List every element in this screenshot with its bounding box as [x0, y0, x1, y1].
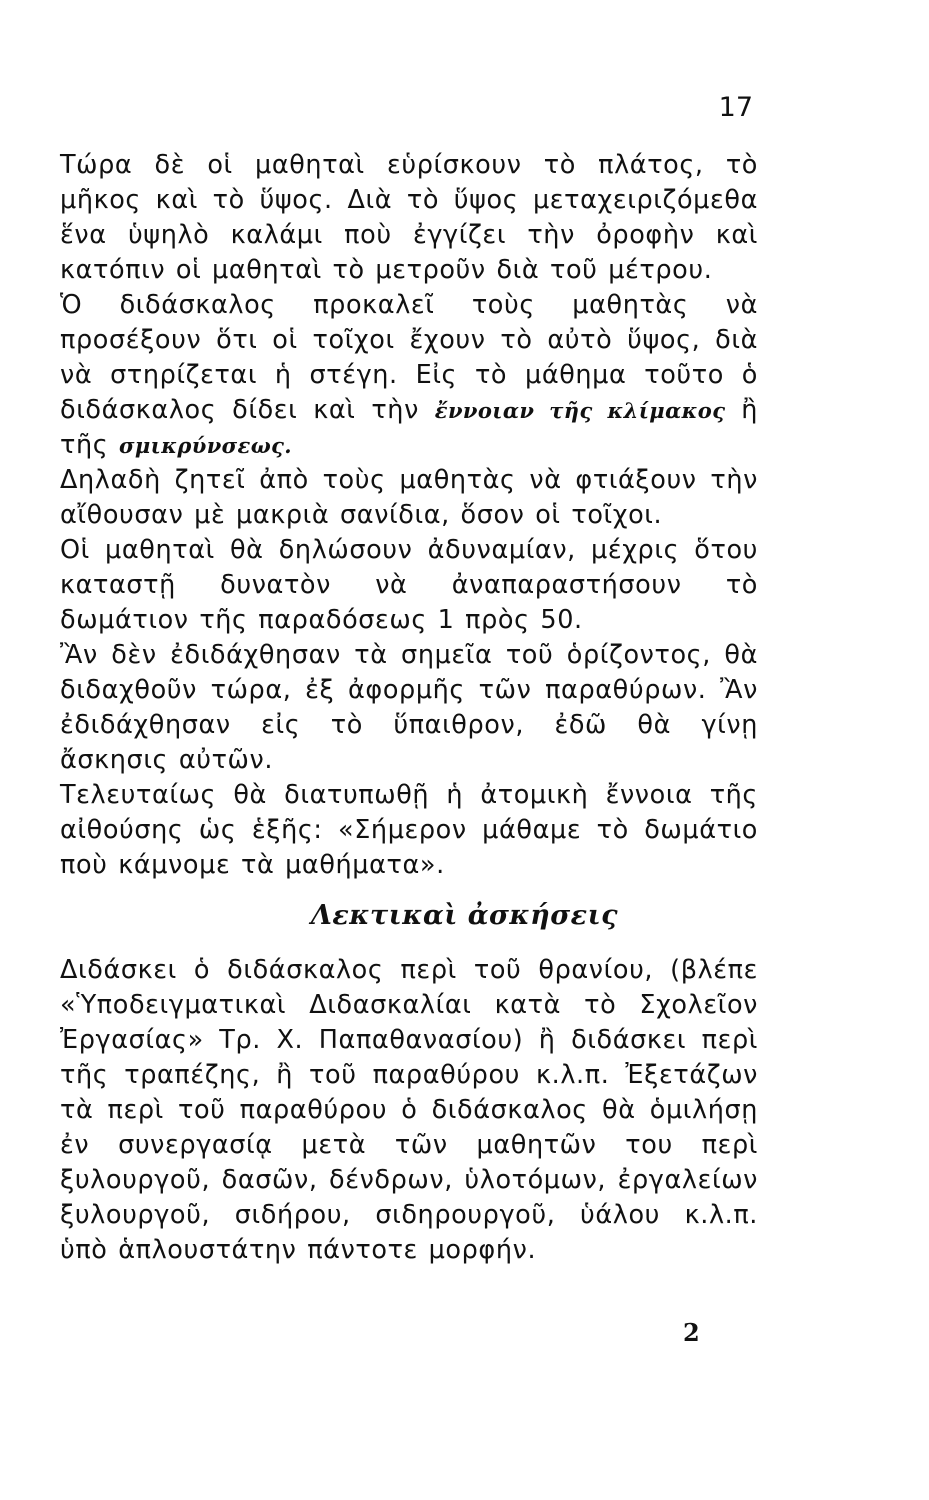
emphasis-text: σμικρύνσεως.: [119, 433, 293, 458]
signature-mark: 2: [683, 1318, 700, 1347]
paragraph-text: ἢ τῆς: [60, 395, 758, 460]
text-block-upper: [60, 148, 758, 883]
paragraph: [60, 288, 758, 463]
paragraph: Τώρα δὲ οἱ μαθηταὶ εὑρίσκουν τὸ πλάτος, τὸ μῆκος καὶ τὸ ὕψος. Διὰ τὸ ὕψος μεταχειριζόμεθα ἕνα ὑψηλὸ καλάμι ποὺ ἐγγίζει τὴν ὀροφὴν καὶ κατόπιν οἱ μαθηταὶ τὸ μετροῦν διὰ τοῦ μέτρου.: [60, 150, 758, 285]
paragraph: Δηλαδὴ ζητεῖ ἀπὸ τοὺς μαθητὰς νὰ φτιάξουν τὴν αἴθουσαν μὲ μακριὰ σανίδια, ὅσον οἱ τοῖχοι.: [60, 465, 758, 530]
text-block-lower: [60, 953, 758, 1268]
paragraph: Οἱ μαθηταὶ θὰ δηλώσουν ἀδυναμίαν, μέχρις ὅτου καταστῇ δυνατὸν νὰ ἀναπαραστήσουν τὸ δωμάτιον τῆς παραδόσεως 1 πρὸς 50.: [60, 535, 758, 635]
page-number: 17: [718, 92, 753, 123]
emphasis-text: ἔννοιαν τῆς κλίμακος: [434, 398, 726, 423]
section-heading: Λεκτικαὶ ἀσκήσεις: [310, 900, 619, 931]
paragraph-text: Ὁ διδάσκαλος προκαλεῖ τοὺς μαθητὰς νὰ προσέξουν ὅτι οἱ τοῖχοι ἔχουν τὸ αὐτὸ ὕψος, διὰ νὰ στηρίζεται ἡ στέγη. Εἰς τὸ μάθημα τοῦτο ὁ διδάσκαλος δίδει καὶ τὴν: [60, 290, 758, 425]
paragraph: Διδάσκει ὁ διδάσκαλος περὶ τοῦ θρανίου, (βλέπε «Ὑποδειγματικαὶ Διδασκαλίαι κατὰ τὸ Σχολεῖον Ἐργασίας» Τρ. Χ. Παπαθανασίου) ἢ διδάσκει περὶ τῆς τραπέζης, ἢ τοῦ παραθύρου κ.λ.π. Ἐξετάζων τὰ περὶ τοῦ παραθύρου ὁ διδάσκαλος θὰ ὁμιλήσῃ ἐν συνεργασίᾳ μετὰ τῶν μαθητῶν του περὶ ξυλουργοῦ, δασῶν, δένδρων, ὑλοτόμων, ἐργαλείων ξυλουργοῦ, σιδήρου, σιδηρουργοῦ, ὑάλου κ.λ.π. ὑπὸ ἁπλουστάτην πάντοτε μορφήν.: [60, 955, 758, 1265]
paragraph: Τελευταίως θὰ διατυπωθῇ ἡ ἀτομικὴ ἔννοια τῆς αἰθούσης ὡς ἑξῆς: «Σήμερον μάθαμε τὸ δωμάτιο ποὺ κάμνομε τὰ μαθήματα».: [60, 780, 758, 880]
paragraph: Ἂν δὲν ἐδιδάχθησαν τὰ σημεῖα τοῦ ὁρίζοντος, θὰ διδαχθοῦν τώρα, ἐξ ἀφορμῆς τῶν παραθύρων. Ἂν ἐδιδάχθησαν εἰς τὸ ὕπαιθρον, ἐδῶ θὰ γίνῃ ἄσκησις αὐτῶν.: [60, 640, 758, 775]
